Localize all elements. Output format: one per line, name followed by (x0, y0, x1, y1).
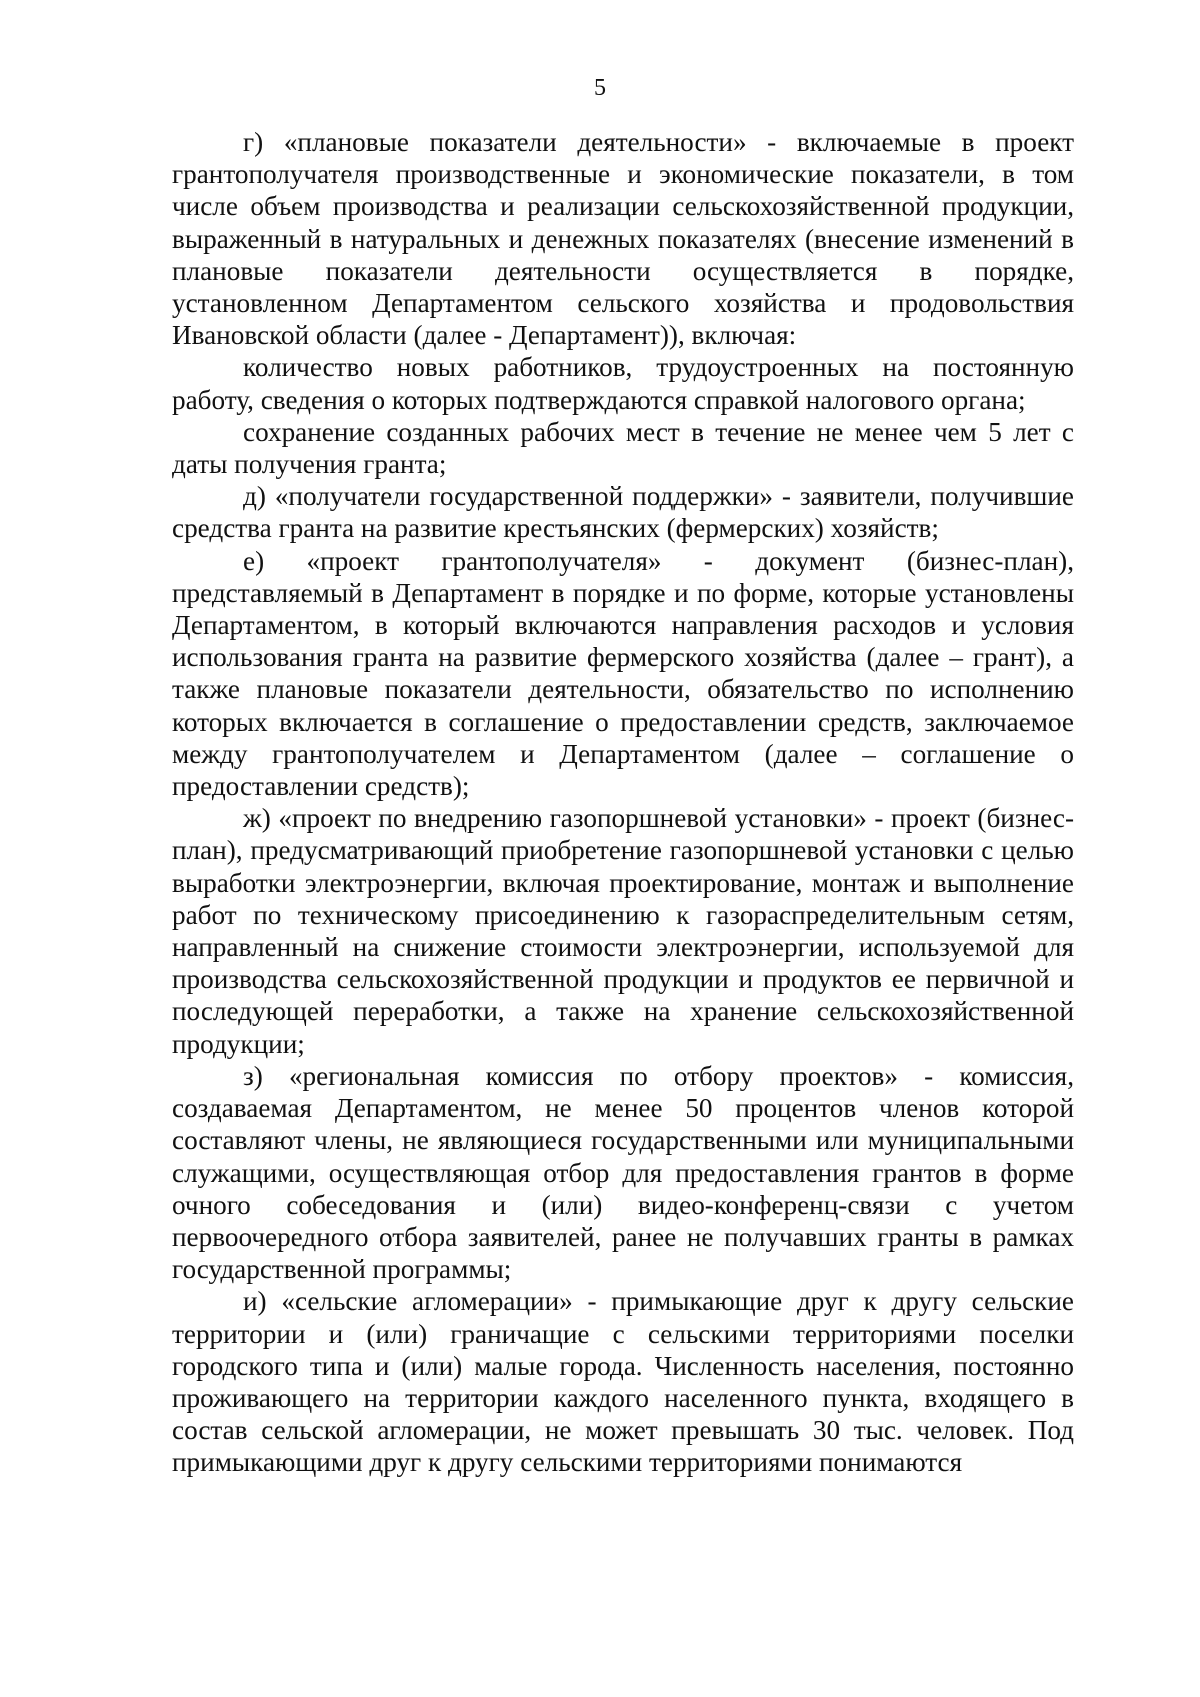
paragraph-zh-gas-piston-project: ж) «проект по внедрению газопоршневой установки» - проект (бизнес-план), предусматривающий приобретение газопоршневой установки с целью выработки электроэнергии, включая проектирование, монтаж и выполнение работ по техническому присоединению к газораспределительным сетям, направленный на снижение стоимости электроэнергии, используемой для производства сельскохозяйственной продукции и продуктов ее первичной и последующей переработки, а также на хранение сельскохозяйственной продукции; (172, 803, 1074, 1059)
paragraph-e-grantee-project: е) «проект грантополучателя» - документ (бизнес-план), представляемый в Департамент в порядке и по форме, которые установлены Департаментом, в который включаются направления расходов и условия использования гранта на развитие фермерского хозяйства (далее – грант), а также плановые показатели деятельности, обязательство по исполнению которых включается в соглашение о предоставлении средств, заключаемое между грантополучателем и Департаментом (далее – соглашение о предоставлении средств); (172, 545, 1074, 802)
paragraph-job-retention: сохранение созданных рабочих мест в течение не менее чем 5 лет с даты получения гранта; (172, 416, 1074, 480)
paragraph-g-planned-indicators: г) «плановые показатели деятельности» - включаемые в проект грантополучателя производственные и экономические показатели, в том числе объем производства и реализации сельскохозяйственной продукции, выраженный в натуральных и денежных показателях (внесение изменений в плановые показатели деятельности осуществляется в порядке, установленном Департаментом сельского хозяйства и продовольствия Ивановской области (далее - Департамент)), включая: (172, 127, 1074, 351)
document-body (172, 126, 1074, 1479)
paragraph-i-rural-agglomerations: и) «сельские агломерации» - примыкающие друг к другу сельские территории и (или) граничащие с сельскими территориями поселки городского типа и (или) малые города. Численность населения, постоянно проживающего на территории каждого населенного пункта, входящего в состав сельской агломерации, не может превышать 30 тыс. человек. Под примыкающими друг к другу сельскими территориями понимаются (172, 1286, 1074, 1478)
page-number: 5 (594, 75, 606, 101)
paragraph-new-workers: количество новых работников, трудоустроенных на постоянную работу, сведения о которых подтверждаются справкой налогового органа; (172, 352, 1074, 415)
paragraph-z-regional-commission: з) «региональная комиссия по отбору проектов» - комиссия, создаваемая Департаментом, не менее 50 процентов членов которой составляют члены, не являющиеся государственными или муниципальными служащими, осуществляющая отбор для предоставления грантов в форме очного собеседования и (или) видео-конференц-связи с учетом первоочередного отбора заявителей, ранее не получавших гранты в рамках государственной программы; (172, 1060, 1074, 1285)
paragraph-d-support-recipients: д) «получатели государственной поддержки» - заявители, получившие средства гранта на развитие крестьянских (фермерских) хозяйств; (172, 481, 1074, 544)
